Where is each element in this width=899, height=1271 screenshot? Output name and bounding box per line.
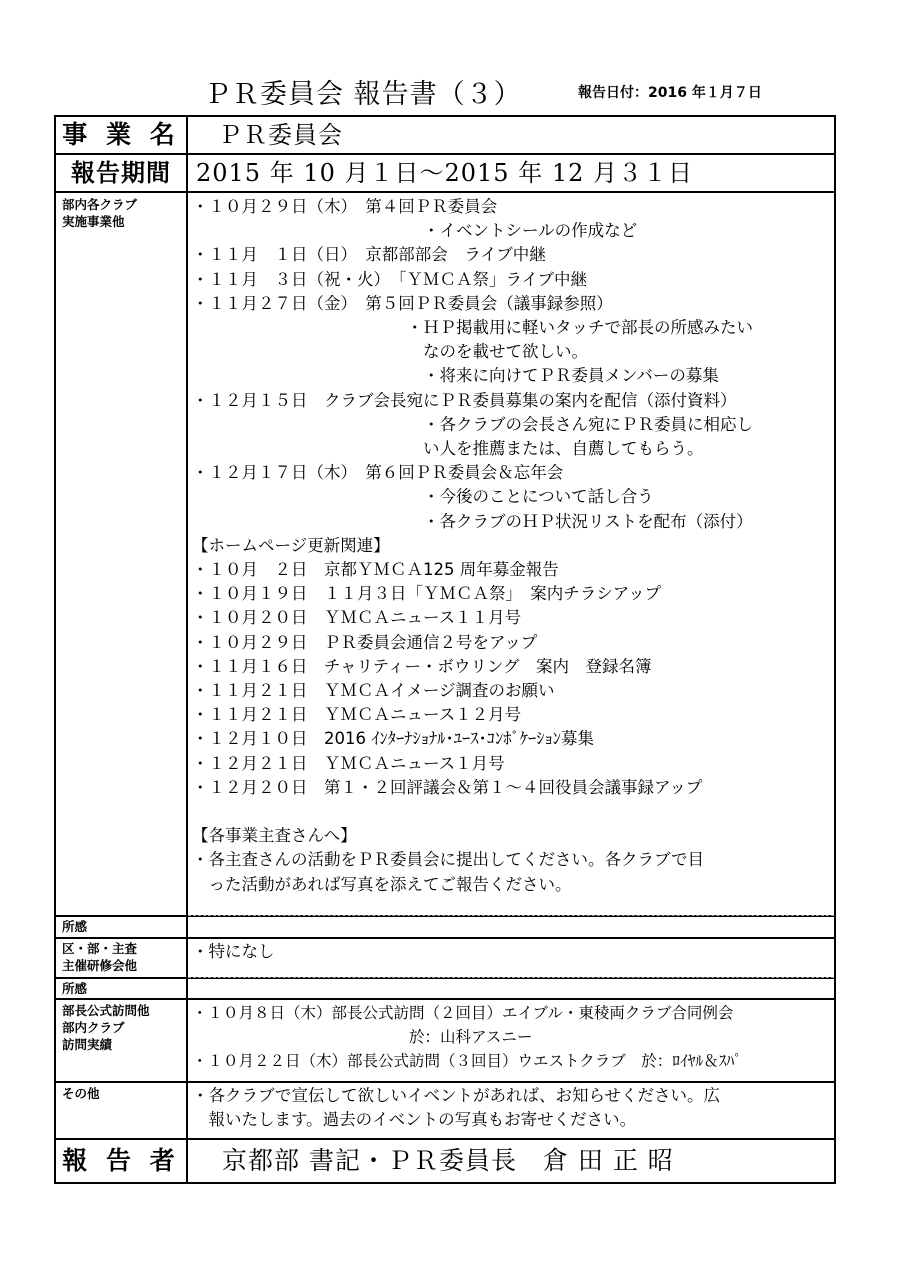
text-line: ・各クラブで宣伝して欲しいイベントがあれば、お知らせください。広 [192,1086,720,1105]
visits-label [56,1002,186,1053]
report-date: 報告日付：2016 年１月７日 [578,85,762,101]
business-name-value: ＰＲ委員会 [218,121,343,149]
row-divider [56,191,834,193]
text-line: った活動があれば写真を添えてご報告ください。 [192,874,572,894]
text-line: ・１２月２０日 第１・２回評議会＆第１～４回役員会議事録アップ [192,777,703,797]
text-line: ・１０月２０日 ＹＭＣＡニュース１１月号 [192,608,522,628]
text-line: ・１２月１０日 2016 ｲﾝﾀｰﾅｼｮﾅﾙ･ﾕｰｽ･ｺﾝﾎﾞｹｰｼｮﾝ募集 [192,729,594,749]
activities-content [192,195,832,897]
visits-content [192,1001,832,1074]
text-line: 【各事業主査さんへ】 [192,826,357,846]
text-line: ・１０月２２日（木）部長公式訪問（３回目）ウエストクラブ 於：ﾛｲﾔﾙ＆ｽﾊﾟ [192,1052,742,1071]
activities-label-line: 部内各クラブ [62,197,138,212]
text-line: ・各クラブの会長さん宛にＰＲ委員に相応し [192,414,753,434]
other-content [192,1084,832,1132]
column-divider [186,117,188,1182]
other-label: その他 [62,1086,100,1101]
text-line: ・１０月２９日（木） 第４回ＰＲ委員会 [192,197,498,216]
business-name-label: 事 業 名 [62,120,180,149]
seminar-label-line: 区・部・主査 [62,941,138,956]
text-line: ・１１月 ３日（祝・火） 「ＹＭＣＡ祭」ライブ中継 [192,269,588,289]
text-line: ・１２月２１日 ＹＭＣＡニュース１月号 [192,753,505,773]
text-line: ・１１月２７日（金） 第５回ＰＲ委員会（議事録参照） [192,293,613,313]
text-line: ・１０月 ２日 京都ＹＭＣＡ125 周年募金報告 [192,560,559,580]
impression-value [192,979,832,1003]
dashed-guide [188,977,834,978]
text-line: なのを載せて欲しい。 [192,342,588,362]
text-line: ・１０月２９日 ＰＲ委員会通信２号をアップ [192,632,538,652]
visits-label-line: 部長公式訪問他 [62,1003,150,1018]
text-line: ・将来に向けてＰＲ委員メンバーの募集 [192,366,719,386]
text-line: ・イベントシールの作成など [192,221,638,241]
text-line: ・１０月８日（木）部長公式訪問（２回目）エイブル・東稜両クラブ合同例会 [192,1004,734,1022]
text-line: ・１１月２１日 ＹＭＣＡイメージ調査のお願い [192,681,555,701]
visits-label-line: 部内クラブ [62,1020,125,1035]
seminar-label-line: 主催研修会他 [62,958,138,973]
text-line: ・１１月２１日 ＹＭＣＡニュース１２月号 [192,705,522,725]
report-title: ＰＲ委員会 報告書（３） [204,79,522,110]
reporter-label: 報 告 者 [62,1146,180,1175]
text-line: い人を推薦または、自薦してもらう。 [192,439,704,459]
text-line [192,800,832,824]
activities-label [56,196,186,230]
seminar-value: ・特になし [192,942,275,961]
text-line: ・ＨＰ掲載用に軽いタッチで部長の所感みたい [192,318,753,338]
dashed-guide [188,915,834,916]
text-line: 於：山科アスニー [192,1028,533,1047]
text-line: ・１１月 １日（日） 京都部部会 ライブ中継 [192,245,546,265]
text-line: ・１１月１６日 チャリティー・ボウリング 案内 登録名簿 [192,656,652,676]
impression-label: 所感 [62,981,88,996]
text-line: ・今後のことについて話し合う [192,487,654,507]
impression-label: 所感 [62,919,88,934]
report-period-value: 2015 年 10 月１日～2015 年 12 月３１日 [196,159,694,187]
report-period-label: 報告期間 [71,159,171,187]
seminar-label [56,940,186,974]
text-line: 【ホームページ更新関連】 [192,535,390,555]
text-line: 報いたします。過去のイベントの写真もお寄せください。 [192,1110,637,1130]
impression-value [192,917,832,941]
text-line: ・各クラブのＨＰ状況リストを配布（添付） [192,511,753,531]
text-line: ・１２月１５日 クラブ会長宛にＰＲ委員募集の案内を配信（添付資料） [192,390,737,410]
text-line: ・各主査さんの活動をＰＲ委員会に提出してください。各クラブで目 [192,850,704,870]
row-divider [56,1081,834,1083]
text-line: ・１０月１９日 １１月３日「ＹＭＣＡ祭」 案内チラシアップ [192,584,662,604]
activities-label-line: 実施事業他 [62,214,125,229]
reporter-value: 京都部 書記・ＰＲ委員長 倉 田 正 昭 [222,1146,674,1175]
report-header [0,72,899,112]
text-line: ・１２月１７日（木） 第６回ＰＲ委員会＆忘年会 [192,463,564,483]
visits-label-line: 訪問実績 [62,1037,113,1052]
